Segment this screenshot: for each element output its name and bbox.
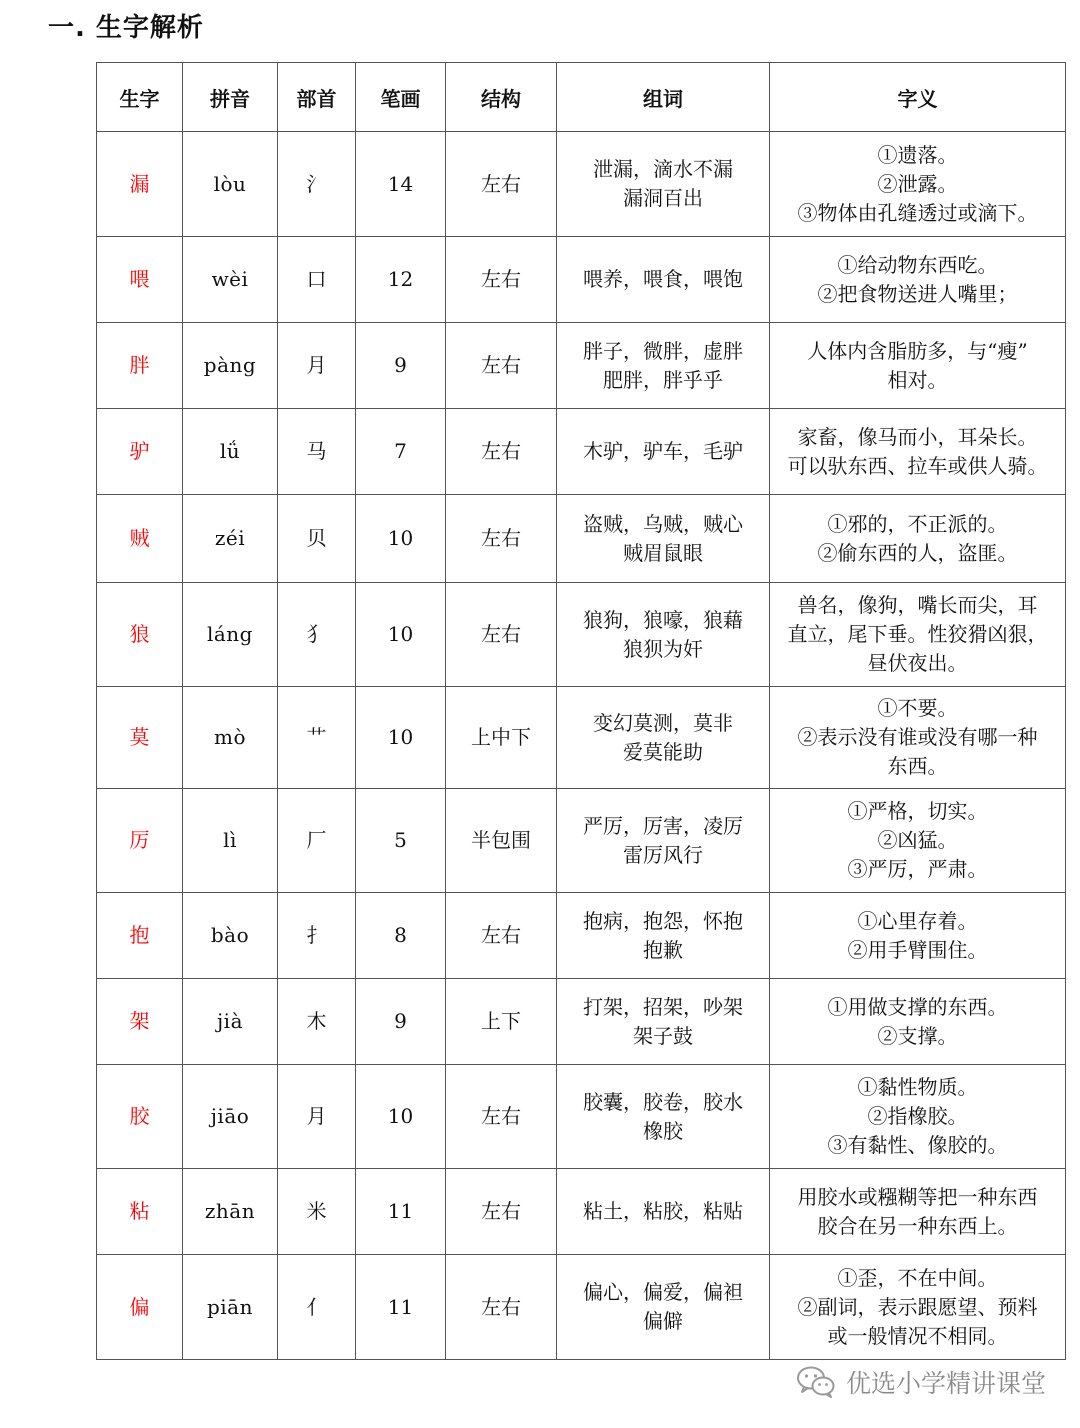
word-line: 偏僻 [643,1309,683,1333]
pinyin-cell: piān [183,1255,278,1360]
radical-cell: 月 [278,323,356,409]
header-radical: 部首 [278,63,356,132]
meaning-line: ②指橡胶。 [867,1104,968,1128]
meaning-line: ①黏性物质。 [857,1075,978,1099]
pinyin-cell: pàng [183,323,278,409]
pinyin-cell: mò [183,687,278,789]
table-row [97,1065,1066,1169]
structure-cell: 左右 [446,409,557,495]
structure-cell: 左右 [446,495,557,583]
pinyin-cell: jiāo [183,1065,278,1169]
word-line: 肥胖，胖乎乎 [603,367,723,392]
radical-cell: 口 [278,237,356,323]
meaning-cell [770,323,1066,409]
word-line: 胖子，微胖，虚胖 [583,338,743,363]
meaning-line: ②用手臂围住。 [847,937,988,962]
meaning-line: ③物体由孔缝透过或滴下。 [797,200,1038,225]
word-line: 狼狈为奸 [623,636,703,661]
word-line: 盗贼，乌贼，贼心 [583,511,743,536]
words-cell [557,323,770,409]
radical-cell: 氵 [278,132,356,237]
char-cell: 漏 [97,132,183,237]
char-cell: 胶 [97,1065,183,1169]
strokes-cell: 10 [356,687,446,789]
radical-cell: 艹 [278,687,356,789]
meaning-line: ③有黏性、像胶的。 [827,1133,1008,1157]
meaning-line: ①遗落。 [877,142,958,167]
meaning-cell [770,789,1066,893]
structure-cell: 左右 [446,1169,557,1255]
meaning-cell [770,893,1066,979]
table-row [97,409,1066,495]
word-line: 偏心，偏爱，偏袒 [583,1280,743,1304]
meaning-line: ②偷东西的人，盗匪。 [817,540,1018,565]
pinyin-cell: wèi [183,237,278,323]
char-cell: 胖 [97,323,183,409]
header-strokes: 笔画 [356,63,446,132]
word-line: 胶囊，胶卷，胶水 [583,1089,743,1114]
structure-cell: 左右 [446,1065,557,1169]
header-structure: 结构 [446,63,557,132]
meaning-cell [770,687,1066,789]
words-cell [557,1169,770,1255]
char-cell: 架 [97,979,183,1065]
table-row [97,237,1066,323]
strokes-cell: 10 [356,583,446,687]
meaning-line: ②表示没有谁或没有哪一种 [797,725,1038,749]
table-row [97,495,1066,583]
radical-cell: 亻 [278,1255,356,1360]
radical-cell: 木 [278,979,356,1065]
word-line: 漏洞百出 [623,186,703,210]
radical-cell: 犭 [278,583,356,687]
pinyin-cell: láng [183,583,278,687]
pinyin-cell: zéi [183,495,278,583]
strokes-cell: 11 [356,1255,446,1360]
meaning-line: ①不要。 [877,696,958,720]
meaning-cell [770,132,1066,237]
word-line: 爱莫能助 [623,739,703,764]
word-line: 打架，招架，吵架 [583,994,743,1019]
words-cell [557,1255,770,1360]
pinyin-cell: zhān [183,1169,278,1255]
char-cell: 偏 [97,1255,183,1360]
table-row [97,132,1066,237]
meaning-line: 胶合在另一种东西上。 [817,1213,1018,1238]
word-line: 喂养，喂食，喂饱 [583,267,743,291]
word-line: 粘土，粘胶，粘贴 [583,1199,743,1223]
words-cell [557,495,770,583]
words-cell [557,132,770,237]
words-cell [557,893,770,979]
words-cell [557,687,770,789]
radical-cell: 米 [278,1169,356,1255]
table-row [97,789,1066,893]
meaning-cell [770,979,1066,1065]
words-cell [557,789,770,893]
meaning-cell [770,1169,1066,1255]
pinyin-cell: lǘ [183,409,278,495]
meaning-line: ①邪的，不正派的。 [827,511,1008,536]
char-cell: 狼 [97,583,183,687]
meaning-line: 或一般情况不相同。 [827,1323,1008,1348]
table-row [97,687,1066,789]
watermark-text: 优选小学精讲课堂 [845,1369,1046,1398]
meaning-line: ③严厉，严肃。 [847,857,988,881]
meaning-line: ①严格，切实。 [847,799,988,823]
table-row [97,979,1066,1065]
meaning-line: ①歪，不在中间。 [837,1265,998,1290]
structure-cell: 半包围 [446,789,557,893]
pinyin-cell: jià [183,979,278,1065]
strokes-cell: 11 [356,1169,446,1255]
meaning-line: ②把食物送进人嘴里； [817,281,1018,306]
character-table [96,62,1066,1360]
meaning-cell [770,1065,1066,1169]
meaning-line: 直立，尾下垂。性狡猾凶狠， [787,622,1048,646]
meaning-cell [770,409,1066,495]
word-line: 木驴，驴车，毛驴 [583,439,743,463]
structure-cell: 左右 [446,893,557,979]
section-title: 一. 生字解析 [48,13,204,43]
table-row [97,1169,1066,1255]
char-cell: 厉 [97,789,183,893]
word-line: 雷厉风行 [623,842,703,867]
meaning-line: ②副词，表示跟愿望、预料 [797,1294,1038,1319]
watermark [796,1362,1046,1402]
meaning-line: ①心里存着。 [857,908,978,933]
word-line: 贼眉鼠眼 [623,540,703,565]
strokes-cell: 5 [356,789,446,893]
header-meaning: 字义 [770,63,1066,132]
strokes-cell: 8 [356,893,446,979]
char-cell: 粘 [97,1169,183,1255]
meaning-line: ②泄露。 [877,171,958,196]
radical-cell: 马 [278,409,356,495]
radical-cell: 厂 [278,789,356,893]
meaning-line: ②支撑。 [877,1023,958,1048]
radical-cell: 扌 [278,893,356,979]
words-cell [557,237,770,323]
meaning-line: ①给动物东西吃。 [837,252,998,277]
table-header-row [97,63,1066,132]
wechat-icon [796,1365,836,1399]
char-cell: 抱 [97,893,183,979]
table-row [97,893,1066,979]
header-pinyin: 拼音 [183,63,278,132]
meaning-line: 用胶水或糨糊等把一种东西 [797,1184,1038,1209]
meaning-line: 相对。 [887,367,948,392]
strokes-cell: 10 [356,495,446,583]
char-cell: 贼 [97,495,183,583]
radical-cell: 贝 [278,495,356,583]
meaning-cell [770,237,1066,323]
pinyin-cell: lì [183,789,278,893]
words-cell [557,583,770,687]
char-cell: 喂 [97,237,183,323]
char-cell: 莫 [97,687,183,789]
structure-cell: 左右 [446,237,557,323]
words-cell [557,409,770,495]
word-line: 变幻莫测，莫非 [593,710,733,735]
table-row [97,1255,1066,1360]
word-line: 橡胶 [643,1118,683,1143]
strokes-cell: 14 [356,132,446,237]
word-line: 狼狗，狼嚎，狼藉 [583,607,743,632]
strokes-cell: 7 [356,409,446,495]
table-row [97,583,1066,687]
meaning-line: 昼伏夜出。 [867,651,968,675]
meaning-cell [770,583,1066,687]
meaning-line: ②凶猛。 [877,828,958,852]
words-cell [557,1065,770,1169]
meaning-cell [770,495,1066,583]
strokes-cell: 10 [356,1065,446,1169]
meaning-line: 家畜，像马而小，耳朵长。 [797,424,1038,449]
header-words: 组词 [557,63,770,132]
structure-cell: 左右 [446,583,557,687]
word-line: 抱歉 [643,937,683,962]
meaning-cell [770,1255,1066,1360]
structure-cell: 左右 [446,1255,557,1360]
meaning-line: 兽名，像狗，嘴长而尖，耳 [797,593,1038,617]
structure-cell: 左右 [446,323,557,409]
words-cell [557,979,770,1065]
word-line: 架子鼓 [633,1023,693,1048]
strokes-cell: 12 [356,237,446,323]
meaning-line: 可以驮东西、拉车或供人骑。 [787,453,1048,478]
strokes-cell: 9 [356,979,446,1065]
table-row [97,323,1066,409]
strokes-cell: 9 [356,323,446,409]
structure-cell: 上下 [446,979,557,1065]
structure-cell: 上中下 [446,687,557,789]
word-line: 严厉，厉害，凌厉 [583,813,743,838]
char-cell: 驴 [97,409,183,495]
table-body [97,132,1066,1360]
meaning-line: 东西。 [887,754,948,778]
meaning-line: ①用做支撑的东西。 [827,994,1008,1019]
pinyin-cell: lòu [183,132,278,237]
radical-cell: 月 [278,1065,356,1169]
pinyin-cell: bào [183,893,278,979]
structure-cell: 左右 [446,132,557,237]
header-char: 生字 [97,63,183,132]
word-line: 泄漏，滴水不漏 [593,157,733,181]
word-line: 抱病，抱怨，怀抱 [583,908,743,933]
meaning-line: 人体内含脂肪多，与“瘦” [807,338,1028,363]
